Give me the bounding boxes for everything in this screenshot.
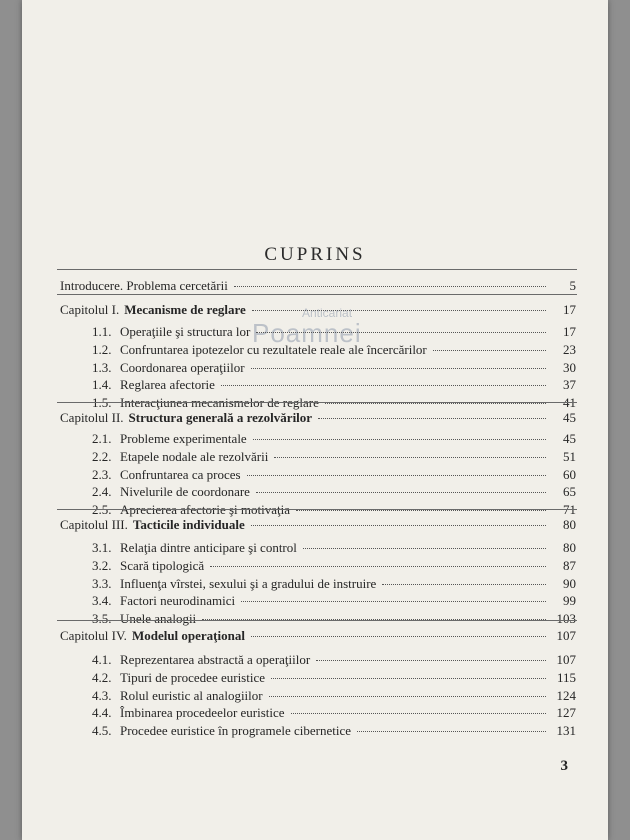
watermark-caption: Anticariat <box>302 306 353 320</box>
toc-page-number: 37 <box>563 377 576 393</box>
section-number: 3.2. <box>92 557 112 573</box>
toc-page-number: 80 <box>563 517 576 532</box>
toc-entry-text: Confruntarea ipotezelor cu rezultatele reale ale încercărilor <box>120 341 427 357</box>
toc-entry-text: Reglarea afectorie <box>120 377 215 393</box>
section-number: 4.2. <box>92 669 112 685</box>
dot-leader <box>274 457 546 458</box>
toc-page-number: 127 <box>556 705 576 721</box>
toc-section <box>92 449 576 465</box>
section-number: 3.5. <box>92 611 112 627</box>
toc-page-number: 107 <box>556 628 576 643</box>
section-number: 4.5. <box>92 723 112 739</box>
dot-leader <box>251 368 546 369</box>
toc-entry-text: Influenţa vîrstei, sexului şi a gradului de instruire <box>120 575 377 591</box>
section-number: 4.1. <box>92 652 112 667</box>
dot-leader <box>303 548 546 549</box>
toc-page-number: 23 <box>563 341 576 357</box>
section-divider <box>57 269 577 270</box>
section-number: 1.4. <box>92 377 112 393</box>
toc-page-number: 115 <box>556 669 576 685</box>
toc-chapter <box>60 628 576 644</box>
toc-entry-text: Scară tipologică <box>120 557 205 573</box>
dot-leader <box>210 566 546 567</box>
toc-section <box>92 360 576 376</box>
dot-leader <box>357 731 546 732</box>
chapter-title: Mecanisme de reglare <box>124 302 246 317</box>
toc-page-number: 124 <box>556 687 576 703</box>
chapter-title: Structura generală a rezolvărilor <box>128 410 313 425</box>
section-number: 1.1. <box>92 324 112 339</box>
toc-entry-text: Etapele nodale ale rezolvării <box>120 448 269 464</box>
table-of-contents <box>22 0 608 840</box>
toc-section <box>92 652 576 668</box>
dot-leader <box>234 286 546 287</box>
dot-leader <box>269 696 546 697</box>
toc-section <box>92 670 576 686</box>
toc-page-number: 30 <box>563 359 576 375</box>
section-number: 2.2. <box>92 448 112 464</box>
toc-page-number: 65 <box>563 484 576 500</box>
toc-section <box>92 705 576 721</box>
section-number: 2.1. <box>92 431 112 446</box>
section-divider <box>57 294 577 295</box>
toc-entry-text: Factori neurodinamici <box>120 593 236 609</box>
dot-leader <box>271 678 546 679</box>
dot-leader <box>291 713 546 714</box>
dot-leader <box>318 418 546 419</box>
dot-leader <box>296 510 546 511</box>
toc-page-number: 60 <box>563 466 576 482</box>
dot-leader <box>221 385 546 386</box>
section-divider <box>57 509 577 510</box>
section-number: 4.3. <box>92 687 112 703</box>
toc-page-number: 71 <box>563 502 576 518</box>
chapter-title: Modelul operaţional <box>131 628 245 643</box>
section-number: 1.2. <box>92 341 112 357</box>
toc-entry-text: Tipuri de procedee euristice <box>120 669 265 685</box>
dot-leader <box>247 475 546 476</box>
dot-leader <box>316 660 546 661</box>
toc-page-number: 17 <box>563 302 576 317</box>
section-number: 1.5. <box>92 395 112 411</box>
dot-leader <box>382 584 546 585</box>
section-number: 3.1. <box>92 540 112 555</box>
toc-page-number: 103 <box>556 611 576 627</box>
section-number: 2.3. <box>92 466 112 482</box>
dot-leader <box>256 332 546 333</box>
toc-entry-text: Confruntarea ca proces <box>120 466 241 482</box>
dot-leader <box>253 439 546 440</box>
toc-section <box>92 502 576 518</box>
toc-section <box>92 688 576 704</box>
section-number: 2.4. <box>92 484 112 500</box>
toc-section <box>92 395 576 411</box>
toc-page-number: 51 <box>563 448 576 464</box>
toc-page-number: 87 <box>563 557 576 573</box>
dot-leader <box>241 601 546 602</box>
toc-entry-text: Îmbinarea procedeelor euristice <box>120 705 285 721</box>
dot-leader <box>252 310 546 311</box>
toc-entry-text: Aprecierea afectorie şi motivaţia <box>120 502 290 518</box>
toc-page-number: 41 <box>563 395 576 411</box>
dot-leader <box>256 492 546 493</box>
page-number: 3 <box>560 758 568 774</box>
toc-entry-text: Coordonarea operaţiilor <box>120 359 245 375</box>
dot-leader <box>251 636 546 637</box>
toc-entry-text: Relaţia dintre anticipare şi control <box>120 540 297 555</box>
toc-chapter <box>60 410 576 426</box>
toc-entry-text: Nivelurile de coordonare <box>120 484 250 500</box>
chapter-title: Tacticile individuale <box>132 517 245 532</box>
toc-page-number: 45 <box>563 410 576 425</box>
dot-leader <box>251 525 546 526</box>
chapter-prefix: Capitolul II. <box>60 410 124 425</box>
toc-chapter <box>60 302 576 318</box>
toc-section <box>92 558 576 574</box>
toc-page-number: 5 <box>569 278 576 293</box>
toc-section <box>92 576 576 592</box>
chapter-prefix: Capitolul III. <box>60 517 128 532</box>
dot-leader <box>433 350 546 351</box>
toc-entry-text: Rolul euristic al analogiilor <box>120 687 263 703</box>
page-title: CUPRINS <box>264 244 366 265</box>
section-divider <box>57 620 577 621</box>
section-number: 3.4. <box>92 593 112 609</box>
toc-section <box>92 431 576 447</box>
toc-page-number: 17 <box>563 324 576 339</box>
toc-page-number: 107 <box>556 652 576 667</box>
section-number: 3.3. <box>92 575 112 591</box>
toc-section <box>92 377 576 393</box>
section-number: 4.4. <box>92 705 112 721</box>
toc-section <box>92 723 576 739</box>
dot-leader <box>325 403 546 404</box>
toc-entry-text: Interacţiunea mecanismelor de reglare <box>120 395 319 411</box>
toc-page-number: 131 <box>556 723 576 739</box>
toc-entry-text: Operaţiile şi structura lor <box>120 324 251 339</box>
toc-page-number: 80 <box>563 540 576 555</box>
toc-section <box>92 467 576 483</box>
toc-entry-text: Probleme experimentale <box>120 431 247 446</box>
toc-entry-text: Reprezentarea abstractă a operaţiilor <box>120 652 311 667</box>
toc-section <box>92 342 576 358</box>
chapter-prefix: Capitolul I. <box>60 302 120 317</box>
toc-section <box>92 540 576 556</box>
section-number: 2.5. <box>92 502 112 518</box>
toc-entry-text: Procedee euristice în programele cibernetice <box>120 723 351 739</box>
toc-section <box>92 593 576 609</box>
toc-section <box>92 324 576 340</box>
chapter-prefix: Capitolul IV. <box>60 628 127 643</box>
section-number: 1.3. <box>92 359 112 375</box>
toc-page-number: 45 <box>563 431 576 446</box>
toc-entry-text: Introducere. Problema cercetării <box>60 278 228 293</box>
toc-page-number: 99 <box>563 593 576 609</box>
toc-entry-text: Unele analogii <box>120 611 197 627</box>
book-page <box>22 0 608 840</box>
toc-introduction <box>60 278 576 294</box>
toc-page-number: 90 <box>563 575 576 591</box>
toc-section <box>92 484 576 500</box>
watermark: Poamnei <box>252 318 362 348</box>
section-divider <box>57 402 577 403</box>
toc-chapter <box>60 517 576 533</box>
